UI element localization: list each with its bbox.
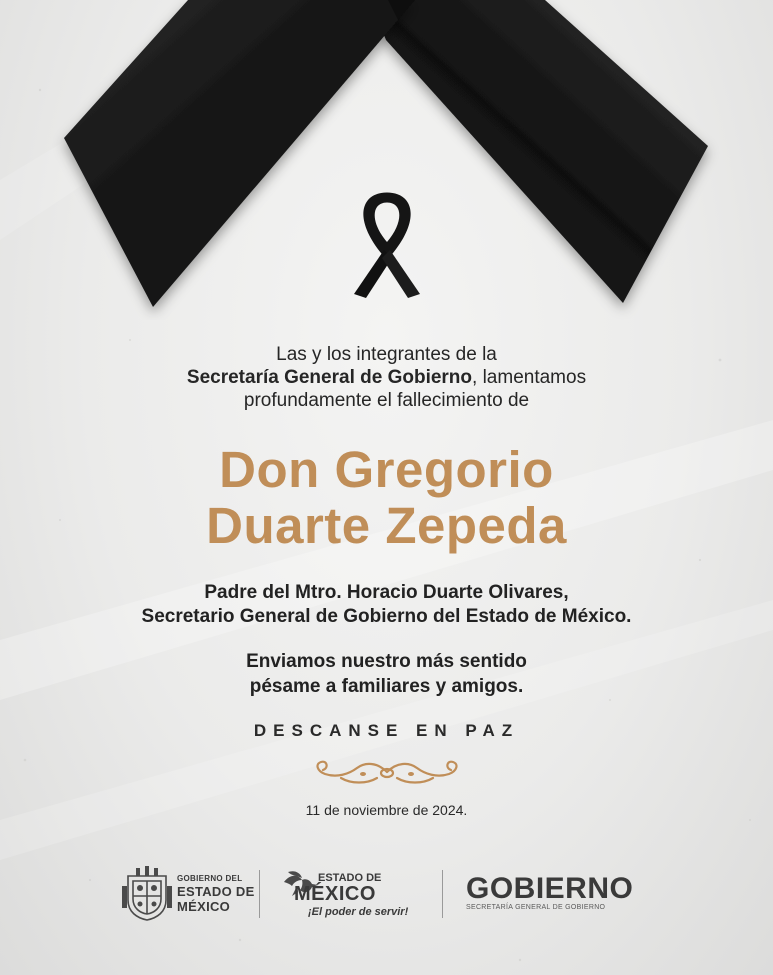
edomex-slogan: ¡El poder de servir! xyxy=(308,906,409,918)
footer-logos xyxy=(0,862,773,926)
deceased-name xyxy=(0,442,773,554)
sgg-logo-subtitle: SECRETARÍA GENERAL DE GOBIERNO xyxy=(466,904,606,911)
gem-logo-text xyxy=(177,874,255,914)
condolence-line-1: Enviamos nuestro más sentido xyxy=(246,651,527,672)
sgg-logo-title: GOBIERNO xyxy=(466,872,634,905)
ornament-flourish-icon xyxy=(311,756,463,788)
gem-line-2: ESTADO DE xyxy=(177,884,255,899)
rest-in-peace: DESCANSE EN PAZ xyxy=(253,721,520,740)
intro-line-3: profundamente el fallecimiento de xyxy=(243,390,530,411)
intro-text xyxy=(0,343,773,412)
edomex-line-1: ESTADO DE xyxy=(318,872,382,884)
intro-line-1: Las y los integrantes de la xyxy=(276,344,497,365)
gem-line-3: MÉXICO xyxy=(177,899,231,914)
institution-name: Secretaría General de Gobierno xyxy=(186,367,473,388)
logo-divider xyxy=(442,870,443,918)
mourning-ribbon-icon xyxy=(344,190,430,306)
condolence-line-2: pésame a familiares y amigos. xyxy=(249,676,524,697)
relation-line-1: Padre del Mtro. Horacio Duarte Olivares, xyxy=(204,582,569,603)
intro-line-2-rest: , lamentamos xyxy=(472,367,587,388)
relation-line-2: Secretario General de Gobierno del Estado de México. xyxy=(141,606,632,627)
state-seal-icon xyxy=(122,866,172,922)
edomex-line-2: MÉXICO xyxy=(294,883,376,905)
relation-text xyxy=(0,581,773,629)
deceased-name-line-1: Don Gregorio xyxy=(219,441,554,498)
logo-divider xyxy=(259,870,260,918)
condolence-text xyxy=(0,649,773,699)
date: 11 de noviembre de 2024. xyxy=(305,802,468,818)
gem-line-1: GOBIERNO DEL xyxy=(177,874,243,883)
deceased-name-line-2: Duarte Zepeda xyxy=(206,497,567,554)
